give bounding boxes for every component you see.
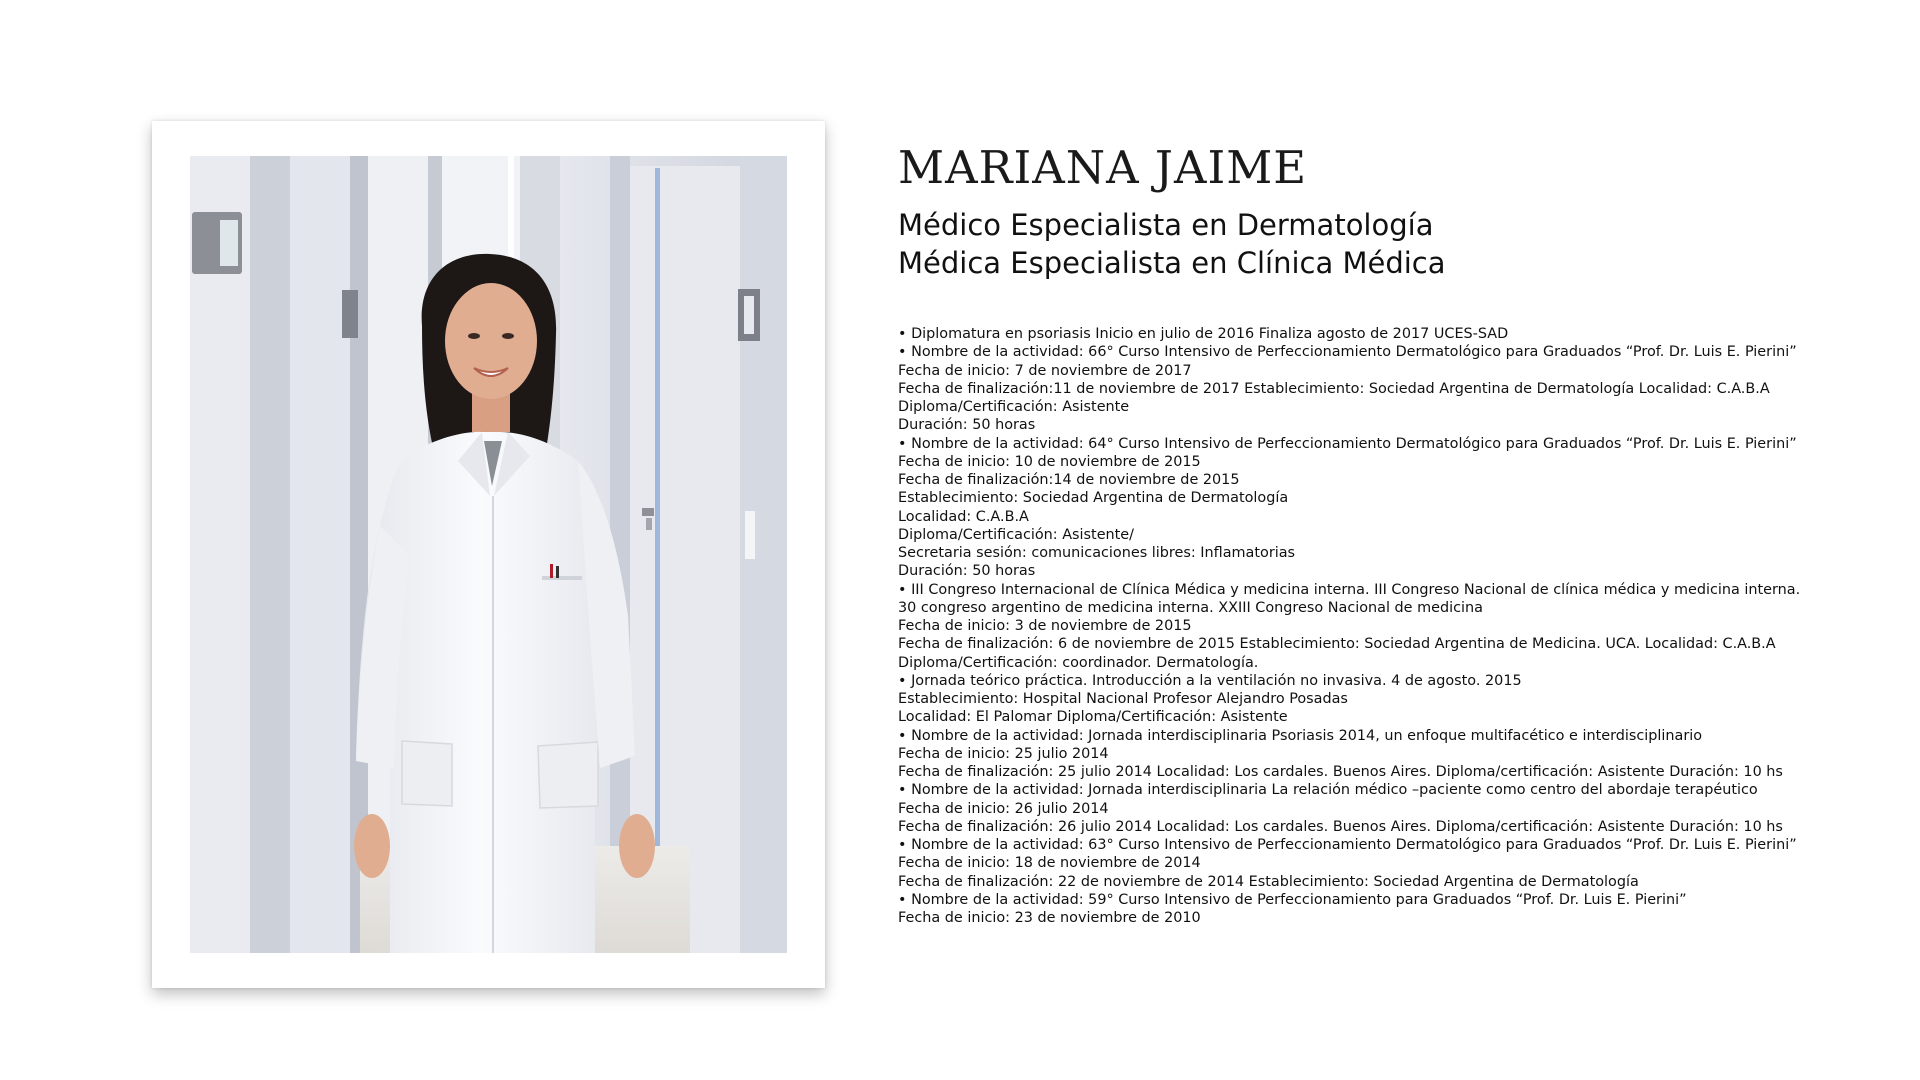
cv-line: Fecha de finalización:11 de noviembre de 2017 Establecimiento: Sociedad Argentina de Dermatología Localidad: C.A.B.A	[898, 380, 1770, 397]
cv-line: • Nombre de la actividad: Jornada interdisciplinaria Psoriasis 2014, un enfoque multifacético e interdisciplinario	[898, 727, 1703, 744]
cv-line: Secretaria sesión: comunicaciones libres: Inflamatorias	[898, 545, 1296, 561]
cv-line: Fecha de finalización: 22 de noviembre de 2014 Establecimiento: Sociedad Argentina de Dermatología	[898, 873, 1639, 890]
cv-line: • Nombre de la actividad: 64° Curso Intensivo de Perfeccionamiento Dermatológico para Graduados “Prof. Dr. Luis E. Pierini”	[898, 435, 1797, 452]
photo-frame	[152, 121, 825, 988]
cv-line: • III Congreso Internacional de Clínica Médica y medicina interna. III Congreso Nacional de clínica médica y medicina interna.	[898, 581, 1801, 598]
cv-line: Establecimiento: Hospital Nacional Profesor Alejandro Posadas	[898, 691, 1348, 707]
cv-line: Duración: 50 horas	[898, 563, 1036, 580]
cv-line: 30 congreso argentino de medicina interna. XXIII Congreso Nacional de medicina	[898, 599, 1483, 616]
cv-line: Fecha de inicio: 26 julio 2014	[898, 800, 1109, 817]
cv-line: • Nombre de la actividad: 63° Curso Intensivo de Perfeccionamiento Dermatológico para Graduados “Prof. Dr. Luis E. Pierini”	[898, 837, 1797, 853]
cv-line: Fecha de inicio: 25 julio 2014	[898, 745, 1109, 762]
cv-line: Localidad: El Palomar Diploma/Certificación: Asistente	[898, 709, 1288, 726]
cv-line: Establecimiento: Sociedad Argentina de Dermatología	[898, 490, 1289, 507]
cv-line: Fecha de finalización: 6 de noviembre de 2015 Establecimiento: Sociedad Argentina de Medicina. UCA. Localidad: C.A.B.A	[898, 636, 1776, 653]
doctor-name: MARIANA JAIME	[898, 141, 1308, 194]
cv-line: Fecha de finalización: 25 julio 2014 Localidad: Los cardales. Buenos Aires. Diploma/certificación: Asistente Duración: 10 hs	[898, 764, 1783, 780]
cv-list	[898, 325, 1858, 927]
cv-line: Localidad: C.A.B.A	[898, 508, 1029, 525]
cv-line: Fecha de inicio: 3 de noviembre de 2015	[898, 618, 1192, 634]
cv-line: • Nombre de la actividad: 66° Curso Intensivo de Perfeccionamiento Dermatológico para Graduados “Prof. Dr. Luis E. Pierini”	[898, 344, 1797, 361]
doctor-info	[898, 132, 1858, 927]
cv-line: Fecha de finalización:14 de noviembre de 2015	[898, 472, 1240, 488]
doctor-portrait-photo	[190, 156, 787, 953]
cv-line: Diploma/Certificación: Asistente	[898, 399, 1130, 415]
cv-line: Diploma/Certificación: Asistente/	[898, 526, 1135, 543]
cv-line: Fecha de finalización: 26 julio 2014 Localidad: Los cardales. Buenos Aires. Diploma/certificación: Asistente Duración: 10 hs	[898, 818, 1783, 835]
cv-line: Duración: 50 horas	[898, 417, 1036, 434]
cv-line: • Diplomatura en psoriasis Inicio en julio de 2016 Finaliza agosto de 2017 UCES-SAD	[898, 326, 1509, 342]
cv-line: Diploma/Certificación: coordinador. Dermatología.	[898, 654, 1259, 671]
specialties	[898, 206, 1858, 282]
cv-line: Fecha de inicio: 18 de noviembre de 2014	[898, 855, 1201, 872]
specialty-clinical-medicine: Médica Especialista en Clínica Médica	[898, 246, 1446, 280]
cv-line: Fecha de inicio: 10 de noviembre de 2015	[898, 453, 1201, 470]
cv-line: • Nombre de la actividad: Jornada interdisciplinaria La relación médico –paciente como centro del abordaje terapéutico	[898, 782, 1758, 799]
cv-line: Fecha de inicio: 23 de noviembre de 2010	[898, 910, 1201, 926]
cv-line: • Nombre de la actividad: 59° Curso Intensivo de Perfeccionamiento para Graduados “Prof. Dr. Luis E. Pierini”	[898, 891, 1687, 908]
cv-line: Fecha de inicio: 7 de noviembre de 2017	[898, 362, 1192, 379]
cv-line: • Jornada teórico práctica. Introducción a la ventilación no invasiva. 4 de agosto. 2015	[898, 672, 1522, 689]
doctor-portrait-illustration	[190, 156, 787, 953]
specialty-dermatology: Médico Especialista en Dermatología	[898, 208, 1434, 242]
